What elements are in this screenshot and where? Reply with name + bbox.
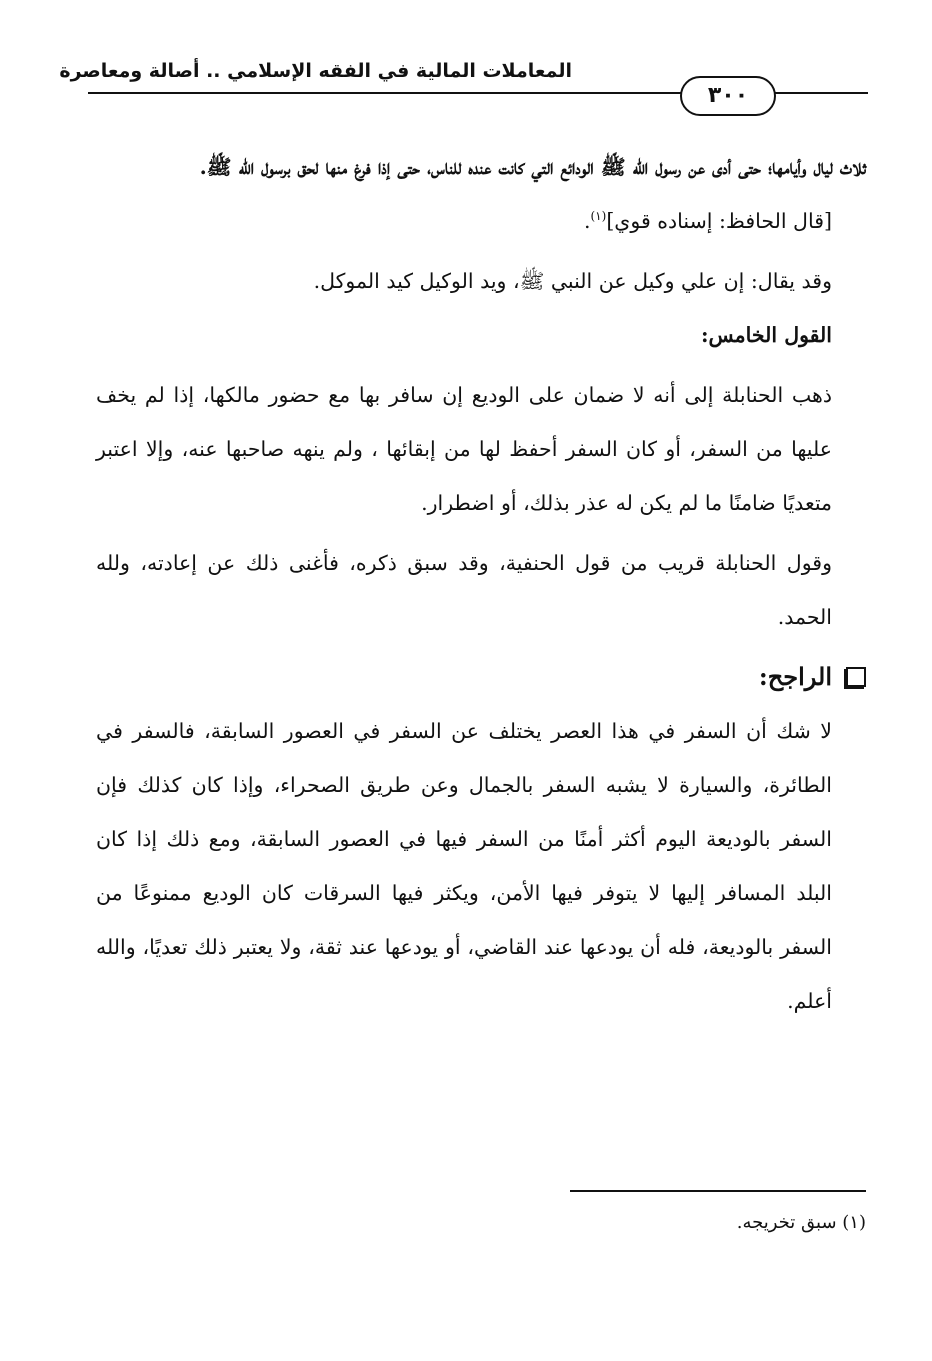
paragraph-hanabila: ذهب الحنابلة إلى أنه لا ضمان على الوديع إن سافر بها مع حضور مالكها، إذا لم يخف عليها من السفر، أو كان السفر أحفظ لها من إبقائها ، ولم ينهه صاحبها عنه، وإلا اعتبر متعديًا ضامنًا ما لم يكن له عذر بذلك، أو اضطرار. [96,383,832,515]
footnote-rule [570,1190,866,1192]
heading-raajih-label: الراجح: [758,662,832,691]
paragraph-hanabila-hanafiyya: وقول الحنابلة قريب من قول الحنفية، وقد سبق ذكره، فأغنى ذلك عن إعادته، ولله الحمد. [96,551,832,629]
heading-fifth-opinion: القول الخامس: [700,323,832,347]
page-number: ٣٠٠ [680,76,776,116]
hafiz-grading-end: . [583,209,591,233]
footnote-ref-1: (١) [590,209,607,224]
footnote-1: (١) سبق تخريجه. [736,1212,866,1233]
paragraph-continuation: ثلاث ليال وأيامها؛ حتى أدى عن رسول الله ﷺ الودائع التي كانت عنده للناس، حتى إذا فرغ منها لحق برسول الله ﷺ. [199,155,866,179]
heading-raajih [96,650,866,704]
running-title: المعاملات المالية في الفقه الإسلامي .. أصالة ومعاصرة [59,60,572,82]
hafiz-grading [96,194,866,248]
square-bullet-icon [846,667,866,687]
paragraph-raajih: لا شك أن السفر في هذا العصر يختلف عن السفر في العصور السابقة، فالسفر في الطائرة، والسيارة لا يشبه السفر بالجمال وعن طريق الصحراء، وإذا كان كذلك فإن السفر بالوديعة اليوم أكثر أمنًا من السفر فيها في العصور السابقة، ومع ذلك إذا كان البلد المسافر إليها لا يتوفر فيها الأمن، ويكثر فيها السرقات كان الوديع ممنوعًا من السفر بالوديعة، فله أن يودعها عند القاضي، أو يودعها عند ثقة، ولا يعتبر ذلك تعديًا، والله أعلم. [96,719,832,1013]
hafiz-grading-text: [قال الحافظ: إسناده قوي] [606,209,832,233]
paragraph-wakil: وقد يقال: إن علي وكيل عن النبي ﷺ، ويد الوكيل كيد الموكل. [313,269,832,293]
main-text [96,140,866,1028]
